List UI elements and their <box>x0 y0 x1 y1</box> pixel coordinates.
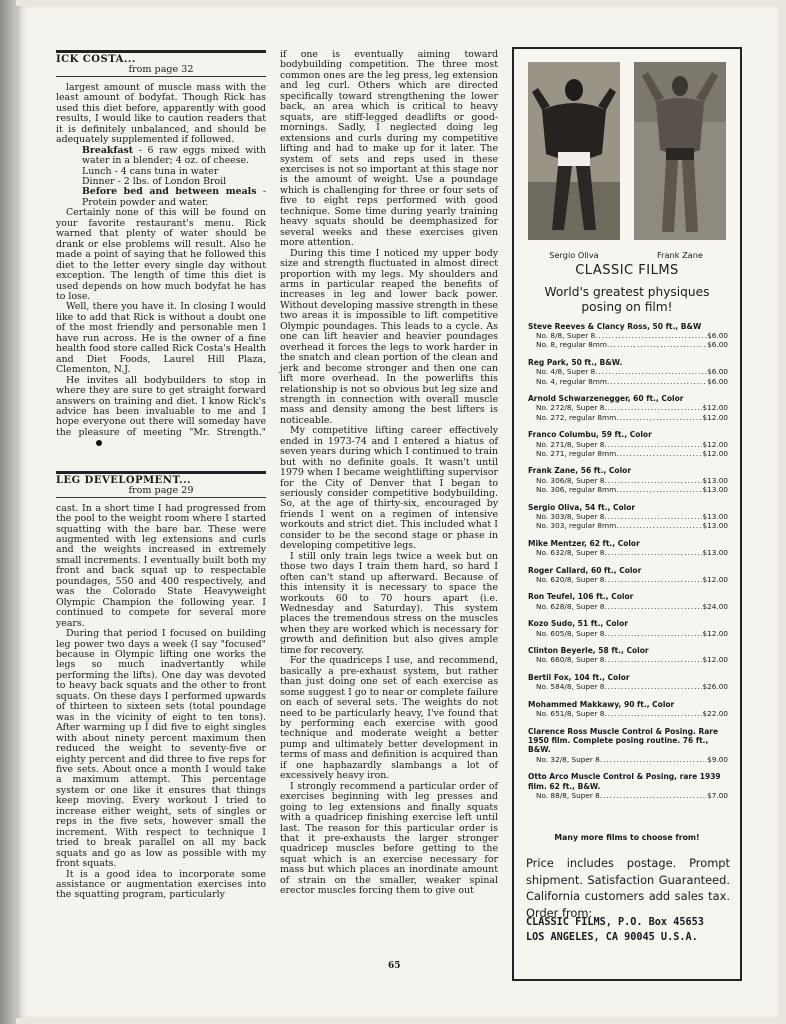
leader-dots <box>604 403 702 412</box>
film-price: $12.00 <box>702 439 728 449</box>
film-format: No. 303, regular 8mm <box>536 520 617 530</box>
film-name: Arnold Schwarzenegger, 60 ft., Color <box>528 394 684 404</box>
left-column <box>56 50 266 901</box>
meal-lunch: Lunch - 4 cans tuna in water <box>82 165 219 177</box>
film-name: Kozo Sudo, 51 ft., Color <box>528 619 628 629</box>
film-format: No. 88/8, Super 8 <box>536 790 600 800</box>
bodybuilder-photo-zane <box>634 62 726 240</box>
leader-dots <box>607 340 707 349</box>
film-format: No. 306/8, Super 8 <box>536 475 605 485</box>
film-entry <box>528 566 728 584</box>
film-format: No. 4, regular 8mm <box>536 376 607 386</box>
film-entry <box>528 772 728 800</box>
paragraph: For the quadriceps I use, and recommend, basically a pre-exhaust system, but rather than just doing one set of each exercise as some suggest I go to near or complete failure on each of several sets. The weights do not need to be particularly heavy, I've found that by performing each exercise with good technique and moderate weight a better pump and ultimately better development in terms of mass and definition is acquired than if one haphazardly slambangs a lot of excessively heavy iron. <box>280 655 498 782</box>
paragraph: During that period I focused on building leg power two days a week (I say "focused" because in Olympic lifting one works the legs so much inadvertantly while performing the lifts). One day was devoted to heavy back squats and the other to front squats. On these days I performed upwards of thirteen to sixteen sets (total poundage was in the vicinity of eight to ten tons). After warming up I did five to eight singles with about ninety percent maximum then reduced the weight to seventy-five or eighty percent and did three to five reps for five sets. About once a month I would take a maximum attempt. This percentage system or one like it ensures that things keep moving. Every workout I tried to increase either weight, sets of singles or reps in the five sets, however small the increment. With respect to technique I tried to break parallel on all my back squats and go as low as possible with my front squats. <box>56 628 266 870</box>
leader-dots <box>604 655 702 664</box>
film-price-line <box>528 476 728 485</box>
ad-title: CLASSIC FILMS <box>575 263 679 278</box>
paragraph: Well, there you have it. In closing I would like to add that Rick is without a doubt one of the most friendly and personable men I have run across. He is the owner of a fine health food store called Rick Costa's Health and Diet Foods, Laurel Hill Plaza, Clementon, N.J. <box>56 301 266 376</box>
leader-dots <box>604 575 702 584</box>
film-format: No. 628/8, Super 8 <box>536 601 605 611</box>
film-format: No. 660/8, Super 8 <box>536 655 605 665</box>
leg-section-heading: LEG DEVELOPMENT... <box>56 474 192 486</box>
film-format: No. 620/8, Super 8 <box>536 574 605 584</box>
film-name: Steve Reeves & Clancy Ross, 50 ft., B&W <box>528 322 702 331</box>
film-price-line <box>528 485 728 494</box>
film-entry <box>528 673 728 691</box>
film-name: Ron Teufel, 106 ft., Color <box>528 592 634 602</box>
classic-films-advertisement <box>512 47 742 981</box>
section-rule-thin <box>56 497 266 498</box>
film-price-line <box>528 709 728 718</box>
film-price: $12.00 <box>702 655 728 665</box>
film-format: No. 632/8, Super 8 <box>536 547 605 557</box>
film-name: Clinton Beyerle, 58 ft., Color <box>528 646 649 656</box>
leader-dots <box>604 682 702 691</box>
photo-caption: Sergio Oliva <box>549 250 599 260</box>
film-price: $12.00 <box>702 628 728 638</box>
leader-dots <box>595 367 707 376</box>
film-entry <box>528 539 728 557</box>
film-price: $6.00 <box>707 376 728 386</box>
photo-zane-icon <box>634 62 726 240</box>
film-price: $6.00 <box>707 340 728 350</box>
film-format: No. 271/8, Super 8 <box>536 439 605 449</box>
meal-before-bed <box>56 187 266 208</box>
film-entry <box>528 394 728 422</box>
leader-dots <box>604 709 702 718</box>
film-name: Bertil Fox, 104 ft., Color <box>528 673 630 683</box>
film-name: Mike Mentzer, 62 ft., Color <box>528 538 640 548</box>
film-price: $12.00 <box>702 403 728 413</box>
film-price: $26.00 <box>702 682 728 692</box>
film-price: $13.00 <box>702 547 728 557</box>
film-price-line <box>528 449 728 458</box>
page-number: 65 <box>388 961 401 971</box>
meal-text: - 6 raw eggs mixed with water in a blender; 4 oz. of cheese. <box>82 144 266 167</box>
paragraph-text: He invites all bodybuilders to stop in where they are sure to get straight forward answers on training and diet. I know Rick's advice has been invaluable to me and I hope everyone out there will someday have the pleasure of meeting "Mr. Strength." <box>56 374 266 438</box>
leader-dots <box>604 476 702 485</box>
film-name: Frank Zane, 56 ft., Color <box>528 466 632 476</box>
film-format: No. 8/8, Super 8 <box>536 331 596 341</box>
film-price: $7.00 <box>707 790 728 800</box>
film-name: Otto Arco Muscle Control & Posing, rare 1939 film. 62 ft., B&W. <box>528 772 721 791</box>
film-entry <box>528 592 728 610</box>
paragraph: During this time I noticed my upper body size and strength fluctuated in almost direct proportion with my legs. My shoulders and arms in particular reaped the benefits of increases in leg and lower back power. Without developing massive strength in these two areas it is impossible to lift competitive Olympic poundages. This leads to a cycle. As one can lift heavier and heavier poundages overhead it forces the legs to work harder in the snatch and clean portion of the clean and jerk and become stronger and then one can lift more overhead. In the powerlifts this relationship is not so obvious but leg size and strength in connection with overall muscle mass and density among the best lifters is noticeable. <box>280 247 498 426</box>
film-entry <box>528 503 728 531</box>
ad-subtitle: World's greatest physiques posing on film! <box>544 285 710 314</box>
film-price-line <box>528 629 728 638</box>
film-name: Sergio Oliva, 54 ft., Color <box>528 502 636 512</box>
more-films-note: Many more films to choose from! <box>554 833 700 842</box>
leader-dots <box>604 602 702 611</box>
film-list <box>528 322 728 808</box>
leader-dots <box>604 629 702 638</box>
section-rule <box>56 471 266 474</box>
paragraph: largest amount of muscle mass with the least amount of bodyfat. Though Rick has used this diet before, apparently with good results, I would like to caution readers that it is definitely unbalanced, and should be adequately supplemented if followed. <box>56 81 266 146</box>
film-format: No. 32/8, Super 8 <box>536 754 600 764</box>
photo-caption: Frank Zane <box>657 250 703 260</box>
film-format: No. 306, regular 8mm <box>536 484 617 494</box>
film-price: $12.00 <box>702 574 728 584</box>
bodybuilder-photo-oliva <box>528 62 620 240</box>
film-price-line <box>528 755 728 764</box>
binding-shadow <box>0 0 16 1024</box>
leg-continued-from: from page 29 <box>128 485 194 497</box>
film-name: Mohammed Makkawy, 90 ft., Color <box>528 700 675 710</box>
film-price: $13.00 <box>702 520 728 530</box>
leader-dots <box>616 521 702 530</box>
film-format: No. 272/8, Super 8 <box>536 403 605 413</box>
leader-dots <box>595 331 707 340</box>
film-entry <box>528 358 728 386</box>
film-format: No. 584/8, Super 8 <box>536 682 605 692</box>
film-entry <box>528 619 728 637</box>
leader-dots <box>607 377 707 386</box>
leader-dots <box>616 413 702 422</box>
film-price-line <box>528 791 728 800</box>
film-price-line <box>528 377 728 386</box>
film-format: No. 272, regular 8mm <box>536 412 617 422</box>
paragraph <box>56 376 266 449</box>
film-price-line <box>528 512 728 521</box>
meal-breakfast <box>56 146 266 167</box>
film-entry <box>528 322 728 350</box>
postage-note: Price includes postage. Prompt shipment. Satisfaction Guaranteed. California customers add sales tax. Order from: <box>526 856 730 920</box>
film-name: Franco Columbu, 59 ft., Color <box>528 430 652 440</box>
film-format: No. 605/8, Super 8 <box>536 628 605 638</box>
leader-dots <box>600 791 707 800</box>
film-price-line <box>528 575 728 584</box>
paragraph: It is a good idea to incorporate some assistance or augmentation exercises into the squatting program, particularly <box>56 868 266 901</box>
paragraph: if one is eventually aiming toward bodybuilding competition. The three most common ones are the leg press, leg extension and leg curl. Others which are directed specifically toward strengthening the lower back, an area which is critical to heavy squats, are stiff-legged deadlifts or good-mornings. Sadly, I neglected doing leg extensions and curls during my competitive lifting and had to make up for it later. The system of sets and reps used in these exercises is not so important at this stage nor is the amount of weight. Use a poundage which is challenging for three or four sets of five to eight reps performed with good technique. Some time during yearly training heavy squats should be deemphasized for several weeks and these exercises given more attention. <box>280 49 498 249</box>
costa-section-heading: ICK COSTA... <box>56 54 136 65</box>
leader-dots <box>616 449 702 458</box>
photo-oliva-icon <box>528 62 620 240</box>
paragraph: I strongly recommend a particular order of exercises beginning with leg presses and going to leg extensions and finally squats with a quadricep finishing exercise left until last. The reason for this particular order is that it pre-exhausts the larger stronger quadricep muscles before getting to the squat which is an exercise necessary for mass but which places an inordinate amount of strain on the smaller, weaker spinal erector muscles forcing them to give out <box>280 780 498 897</box>
film-price-line <box>528 682 728 691</box>
film-price-line <box>528 548 728 557</box>
film-format: No. 271, regular 8mm <box>536 448 617 458</box>
address-line: CLASSIC FILMS, P.O. Box 45653 <box>526 917 704 928</box>
meal-label: Breakfast <box>82 144 134 156</box>
film-format: No. 651/8, Super 8 <box>536 709 605 719</box>
film-price-line <box>528 367 728 376</box>
meal-dinner: Dinner - 2 lbs. of London Broil <box>82 175 227 187</box>
paragraph: I still only train legs twice a week but on those two days I train them hard, so hard I often can't stand up afterward. Because of this intensity it is necessary to space the workouts 60 to 70 hours apart (i.e. Wednesday and Saturday). This system places the tremendous stress on the muscles when they are worked which is necessary for growth and definition but also gives ample time for recovery. <box>280 550 498 656</box>
paragraph: My competitive lifting career effectively ended in 1973-74 and I entered a hiatus of seven years during which I continued to train but with no definite goals. It wasn't until 1979 when I became weightlifting supervisor for the City of Denver that I began to seriously consider competitive bodybuilding. So, at the age of thirty-six, encouraged by friends I went on a regimen of intensive workouts and strict diet. This included what I consider to be the second stage or phase in developing competitive legs. <box>280 425 498 552</box>
meal-text: - Protein powder and water. <box>82 186 266 208</box>
paragraph: cast. In a short time I had progressed from the pool to the weight room where I started squatting with the bare bar. These were augmented with leg extensions and curls and the weights increased in extremely small increments. I eventually built both my front and back squat up to respectable poundages, 550 and 400 respectively, and was the Colorado State Heavyweight Olympic Champion the following year. I continued to compete for several more years. <box>56 502 266 629</box>
film-entry <box>528 430 728 458</box>
film-price: $24.00 <box>702 601 728 611</box>
film-price: $6.00 <box>707 367 728 377</box>
film-name: Clarence Ross Muscle Control & Posing. Rare 1950 film. Complete posing routine. 76 ft., B&W. <box>528 727 719 755</box>
film-price-line <box>528 655 728 664</box>
leader-dots <box>600 755 707 764</box>
costa-continued-from: from page 32 <box>128 64 194 76</box>
film-name: Reg Park, 50 ft., B&W. <box>528 358 623 368</box>
leader-dots <box>604 548 702 557</box>
film-entry <box>528 466 728 494</box>
middle-column <box>280 50 498 897</box>
film-price-line <box>528 413 728 422</box>
section-rule-thin <box>56 76 266 77</box>
photo-strip <box>526 62 728 260</box>
address-line: LOS ANGELES, CA 90045 U.S.A. <box>526 932 698 943</box>
leader-dots <box>604 440 702 449</box>
film-price: $12.00 <box>702 412 728 422</box>
leader-dots <box>604 512 702 521</box>
end-mark-icon <box>96 440 102 446</box>
film-price-line <box>528 331 728 340</box>
film-price-line <box>528 340 728 349</box>
film-format: No. 303/8, Super 8 <box>536 511 605 521</box>
order-address <box>526 915 730 945</box>
film-price: $6.00 <box>707 331 728 341</box>
film-entry <box>528 646 728 664</box>
film-format: No. 8, regular 8mm <box>536 340 607 350</box>
paragraph: Certainly none of this will be found on your favorite restaurant's menu. Rick warned that plenty of water should be drank or else problems will result. Also he made a point of saying that he followed this diet to the letter every single day without exception. The length of time this diet is used depends on how much bodyfat he has to lose. <box>56 207 266 302</box>
meal-label: Before bed and between meals <box>82 186 257 198</box>
film-entry <box>528 700 728 718</box>
film-name: Roger Callard, 60 ft., Color <box>528 565 642 575</box>
film-entry <box>528 727 728 764</box>
film-price: $12.00 <box>702 448 728 458</box>
film-price: $9.00 <box>707 754 728 764</box>
film-price: $13.00 <box>702 484 728 494</box>
section-rule <box>56 50 266 53</box>
film-price-line <box>528 403 728 412</box>
film-price-line <box>528 440 728 449</box>
film-format: No. 4/8, Super 8 <box>536 367 596 377</box>
film-price-line <box>528 521 728 530</box>
film-price-line <box>528 602 728 611</box>
film-price: $13.00 <box>702 475 728 485</box>
film-price: $22.00 <box>702 709 728 719</box>
film-price: $13.00 <box>702 511 728 521</box>
leader-dots <box>616 485 702 494</box>
